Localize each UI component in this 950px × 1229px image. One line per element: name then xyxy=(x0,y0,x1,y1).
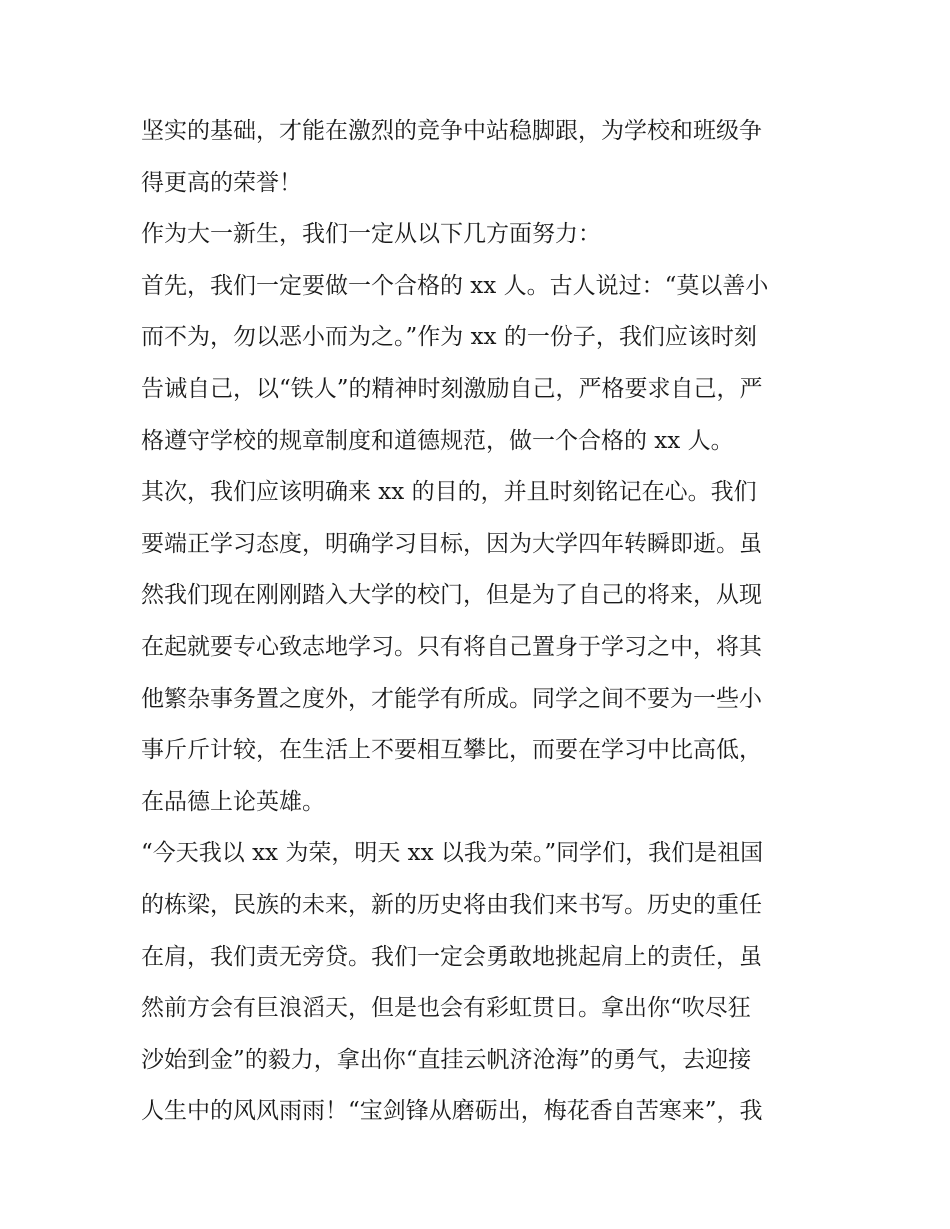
text-line: 格遵守学校的规章制度和道德规范，做一个合格的 xx 人。 xyxy=(141,427,734,454)
text-line: 然前方会有巨浪滔天，但是也会有彩虹贯日。拿出你“吹尽狂 xyxy=(141,995,751,1022)
text-line: 得更高的荣誉！ xyxy=(141,169,302,196)
text-line: 在肩，我们责无旁贷。我们一定会勇敢地挑起肩上的责任，虽 xyxy=(141,943,762,970)
text-line: 沙始到金”的毅力，拿出你“直挂云帆济沧海”的勇气，去迎接 xyxy=(141,1046,752,1073)
text-line: 的栋梁，民族的未来，新的历史将由我们来书写。历史的重任 xyxy=(141,891,762,918)
text-line: 他繁杂事务置之度外，才能学有所成。同学之间不要为一些小 xyxy=(141,685,762,712)
text-line: “今天我以 xx 为荣，明天 xx 以我为荣。”同学们，我们是祖国 xyxy=(141,840,764,867)
text-line: 在品德上论英雄。 xyxy=(141,788,325,815)
text-line: 作为大一新生，我们一定从以下几方面努力： xyxy=(141,221,601,248)
text-line: 然我们现在刚刚踏入大学的校门，但是为了自己的将来，从现 xyxy=(141,582,762,609)
text-line: 而不为，勿以恶小而为之。”作为 xx 的一份子，我们应该时刻 xyxy=(141,324,757,351)
text-line: 首先，我们一定要做一个合格的 xx 人。古人说过：“莫以善小 xyxy=(141,272,769,299)
body-text xyxy=(141,106,821,1138)
text-line: 要端正学习态度，明确学习目标，因为大学四年转瞬即逝。虽 xyxy=(141,530,762,557)
text-line: 事斤斤计较，在生活上不要相互攀比，而要在学习中比高低， xyxy=(141,737,762,764)
text-line: 其次，我们应该明确来 xx 的目的，并且时刻铭记在心。我们 xyxy=(141,479,757,506)
text-line: 坚实的基础，才能在激烈的竞争中站稳脚跟，为学校和班级争 xyxy=(141,118,762,144)
text-line: 人生中的风风雨雨！“宝剑锋从磨砺出，梅花香自苦寒来”，我 xyxy=(141,1098,763,1125)
text-line: 在起就要专心致志地学习。只有将自己置身于学习之中，将其 xyxy=(141,633,762,660)
text-line: 告诫自己，以“铁人”的精神时刻激励自己，严格要求自己，严 xyxy=(141,375,763,402)
